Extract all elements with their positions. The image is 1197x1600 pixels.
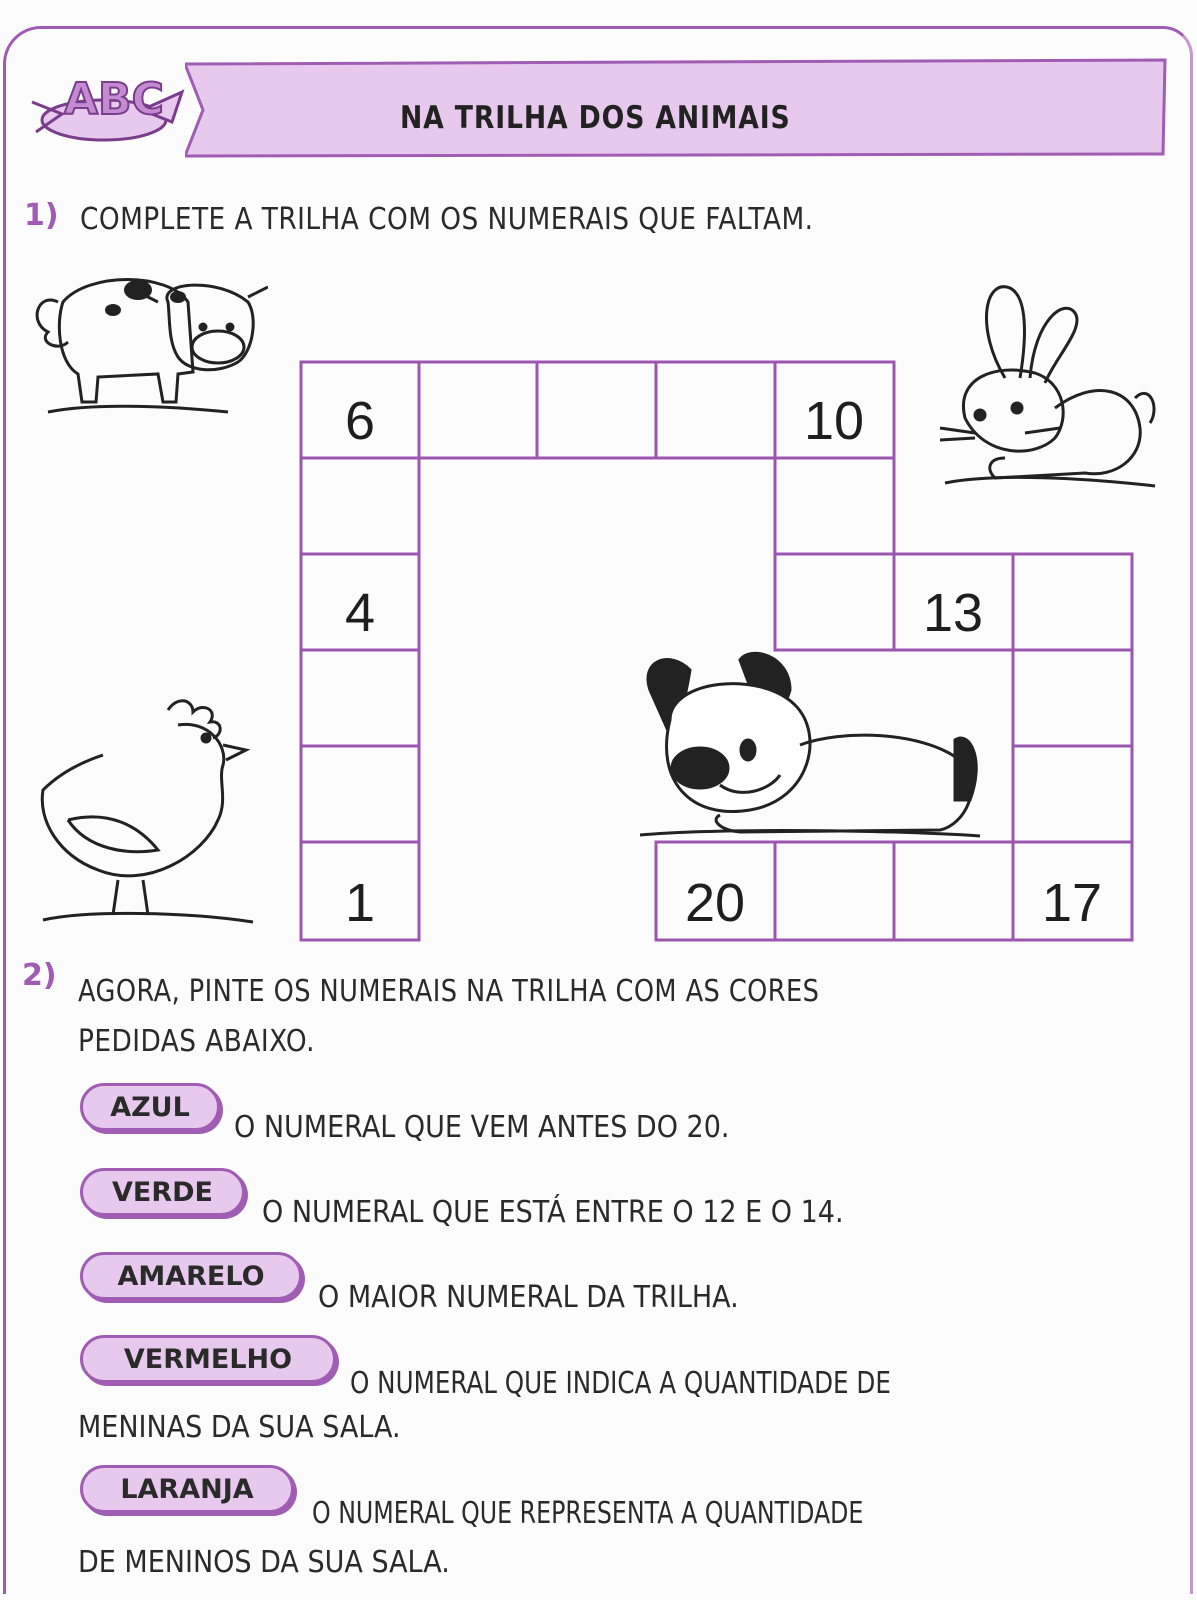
trail-number-20: 20 bbox=[684, 873, 746, 933]
trail-number-6: 6 bbox=[344, 391, 376, 451]
instruction-azul-text: O NUMERAL QUE VEM ANTES DO 20. bbox=[234, 1110, 730, 1145]
trail-cell-11[interactable] bbox=[775, 458, 894, 554]
color-label-azul: AZUL bbox=[80, 1083, 220, 1131]
logo-text: ABC bbox=[64, 74, 164, 125]
trail-number-13: 13 bbox=[922, 583, 984, 643]
trail-cell-19[interactable] bbox=[775, 842, 894, 940]
instruction-vermelho-text: O NUMERAL QUE INDICA A QUANTIDADE DE bbox=[350, 1366, 891, 1401]
question-1-text: COMPLETE A TRILHA COM OS NUMERAIS QUE FALTAM. bbox=[80, 202, 814, 237]
color-label-amarelo: AMARELO bbox=[80, 1252, 302, 1300]
trail-cell-16[interactable] bbox=[1013, 746, 1132, 842]
trail-cell-8[interactable] bbox=[537, 362, 656, 458]
trail-cell-2[interactable] bbox=[301, 746, 419, 842]
trail-cell-5[interactable] bbox=[301, 458, 419, 554]
hen-illustration bbox=[28, 690, 263, 940]
question-1-number: 1) bbox=[24, 198, 59, 233]
trail-number-17: 17 bbox=[1041, 873, 1103, 933]
instruction-amarelo-text: O MAIOR NUMERAL DA TRILHA. bbox=[318, 1280, 739, 1315]
rabbit-illustration bbox=[935, 268, 1165, 508]
color-label-vermelho: VERMELHO bbox=[80, 1335, 336, 1383]
dog-illustration bbox=[640, 650, 1010, 850]
color-label-laranja: LARANJA bbox=[80, 1465, 294, 1513]
trail-cell-15[interactable] bbox=[1013, 650, 1132, 746]
question-2-line-1: AGORA, PINTE OS NUMERAIS NA TRILHA COM AS CORES bbox=[78, 974, 820, 1009]
trail-cell-18[interactable] bbox=[894, 842, 1013, 940]
page-title: NA TRILHA DOS ANIMAIS bbox=[400, 100, 791, 136]
question-2-number: 2) bbox=[22, 958, 57, 993]
trail-cell-7[interactable] bbox=[419, 362, 537, 458]
question-2-line-2: PEDIDAS ABAIXO. bbox=[78, 1024, 315, 1059]
trail-cell-9[interactable] bbox=[656, 362, 775, 458]
trail-cell-12[interactable] bbox=[775, 554, 894, 650]
instruction-vermelho-text-2: MENINAS DA SUA SALA. bbox=[78, 1410, 401, 1445]
trail-number-1: 1 bbox=[344, 873, 376, 933]
color-label-verde: VERDE bbox=[80, 1168, 245, 1216]
instruction-laranja-text-2: DE MENINOS DA SUA SALA. bbox=[78, 1545, 450, 1580]
instruction-verde-text: O NUMERAL QUE ESTÁ ENTRE O 12 E O 14. bbox=[262, 1195, 844, 1230]
trail-number-10: 10 bbox=[803, 391, 865, 451]
trail-cell-14[interactable] bbox=[1013, 554, 1132, 650]
trail-cell-3[interactable] bbox=[301, 650, 419, 746]
instruction-laranja-text: O NUMERAL QUE REPRESENTA A QUANTIDADE bbox=[312, 1496, 864, 1531]
cow-illustration bbox=[18, 262, 268, 422]
trail-number-4: 4 bbox=[344, 583, 376, 643]
